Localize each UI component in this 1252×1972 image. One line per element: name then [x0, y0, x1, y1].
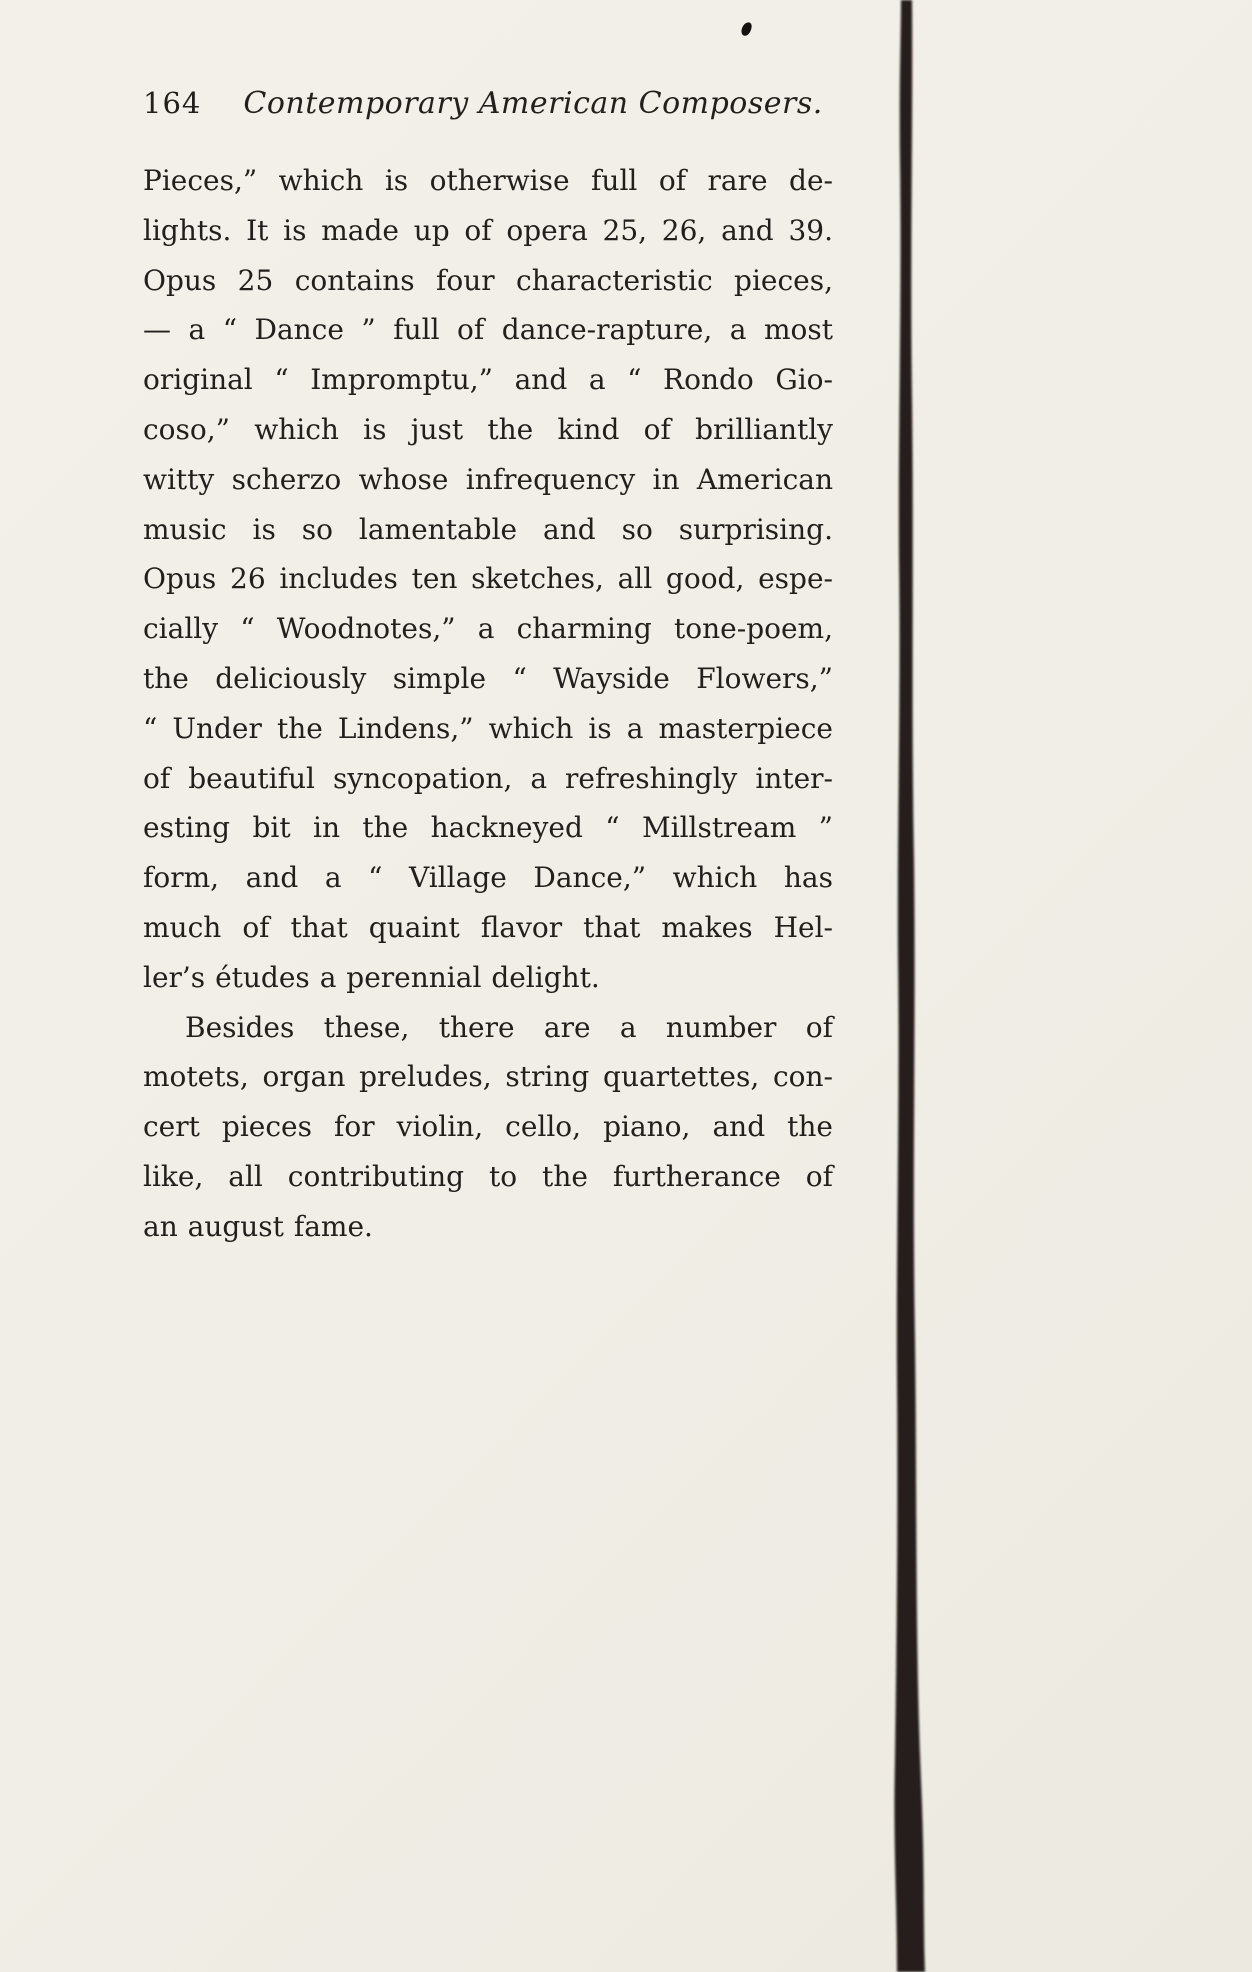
text-line: cially “ Woodnotes,” a charming tone-poem,: [143, 612, 833, 646]
body-text: [143, 156, 833, 1252]
text-line: Opus 25 contains four characteristic pieces,: [143, 263, 833, 297]
ink-spot: [740, 21, 753, 37]
text-line: ler’s études a perennial delight.: [143, 960, 600, 994]
text-line: Pieces,” which is otherwise full of rare de-: [143, 164, 833, 197]
text-line: like, all contributing to the furtherance of: [143, 1159, 833, 1193]
text-line: Besides these, there are a number of: [185, 1010, 833, 1044]
text-line: original “ Impromptu,” and a “ Rondo Gio-: [143, 363, 833, 397]
text-line: coso,” which is just the kind of brilliantly: [143, 412, 833, 446]
text-line: Opus 26 includes ten sketches, all good, espe-: [143, 562, 833, 596]
running-title: Contemporary American Composers.: [243, 86, 823, 121]
text-line: esting bit in the hackneyed “ Millstream ”: [143, 811, 833, 845]
text-line: “ Under the Lindens,” which is a masterpiece: [143, 711, 833, 745]
page-header: [143, 86, 833, 121]
paragraph: [143, 156, 833, 1003]
text-line: cert pieces for violin, cello, piano, and the: [143, 1110, 833, 1144]
page-number: 164: [143, 86, 202, 120]
text-line: much of that quaint flavor that makes Hel-: [143, 910, 833, 944]
text-line: — a “ Dance ” full of dance-rapture, a most: [143, 313, 833, 347]
text-line: of beautiful syncopation, a refreshingly inter-: [143, 761, 833, 795]
paragraph: [143, 1003, 833, 1252]
text-line: motets, organ preludes, string quartettes, con-: [143, 1060, 833, 1094]
text-line: the deliciously simple “ Wayside Flowers,”: [143, 661, 833, 695]
text-line: form, and a “ Village Dance,” which has: [143, 861, 833, 895]
binding-shadow: [885, 0, 955, 1972]
text-line: lights. It is made up of opera 25, 26, and 39.: [143, 213, 833, 247]
text-line: music is so lamentable and so surprising.: [143, 512, 833, 546]
text-line: an august fame.: [143, 1209, 373, 1243]
text-line: witty scherzo whose infrequency in American: [143, 462, 833, 496]
